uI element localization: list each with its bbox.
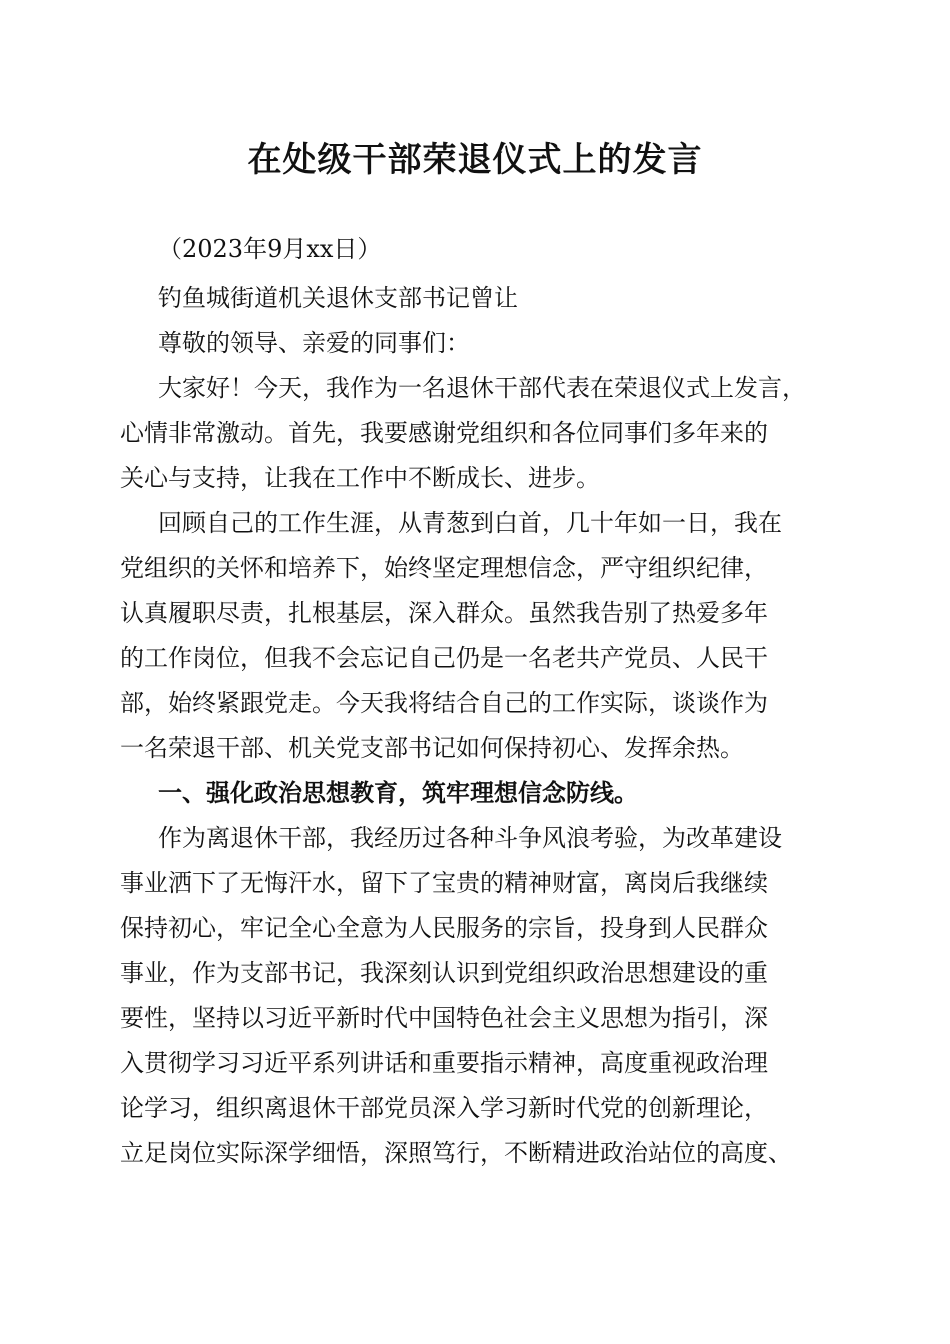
paragraph-3-line-3: 保持初心，牢记全心全意为人民服务的宗旨，投身到人民群众 [120,914,768,942]
paragraph-3-line-5: 要性，坚持以习近平新时代中国特色社会主义思想为指引，深 [120,1004,768,1032]
document-date: （2023年9月xx日） [158,235,382,263]
paragraph-3-line-6: 入贯彻学习习近平系列讲话和重要指示精神，高度重视政治理 [120,1049,768,1077]
paragraph-3-line-7: 论学习，组织离退休干部党员深入学习新时代党的创新理论， [120,1094,768,1122]
paragraph-2-line-2: 党组织的关怀和培养下，始终坚定理想信念，严守组织纪律， [120,554,768,582]
section-1-heading: 一、强化政治思想教育，筑牢理想信念防线。 [158,779,638,807]
paragraph-2-line-1: 回顾自己的工作生涯，从青葱到白首，几十年如一日，我在 [158,509,782,537]
paragraph-1-line-3: 关心与支持，让我在工作中不断成长、进步。 [120,464,600,492]
salutation: 尊敬的领导、亲爱的同事们： [158,329,470,357]
paragraph-2-line-6: 一名荣退干部、机关党支部书记如何保持初心、发挥余热。 [120,734,744,762]
paragraph-3-line-8: 立足岗位实际深学细悟，深照笃行，不断精进政治站位的高度、 [120,1139,792,1167]
paragraph-2-line-5: 部，始终紧跟党走。今天我将结合自己的工作实际，谈谈作为 [120,689,768,717]
paragraph-1-line-2: 心情非常激动。首先，我要感谢党组织和各位同事们多年来的 [120,419,768,447]
paragraph-3-line-1: 作为离退休干部，我经历过各种斗争风浪考验，为改革建设 [158,824,782,852]
paragraph-3-line-4: 事业，作为支部书记，我深刻认识到党组织政治思想建设的重 [120,959,768,987]
paragraph-2-line-3: 认真履职尽责，扎根基层，深入群众。虽然我告别了热爱多年 [120,599,768,627]
paragraph-1-line-1: 大家好！今天，我作为一名退休干部代表在荣退仪式上发言， [158,374,806,402]
document-title: 在处级干部荣退仪式上的发言 [247,140,703,180]
paragraph-3-line-2: 事业洒下了无悔汗水，留下了宝贵的精神财富，离岗后我继续 [120,869,768,897]
paragraph-2-line-4: 的工作岗位，但我不会忘记自己仍是一名老共产党员、人民干 [120,644,768,672]
speaker-line: 钓鱼城街道机关退休支部书记曾让 [158,284,518,312]
